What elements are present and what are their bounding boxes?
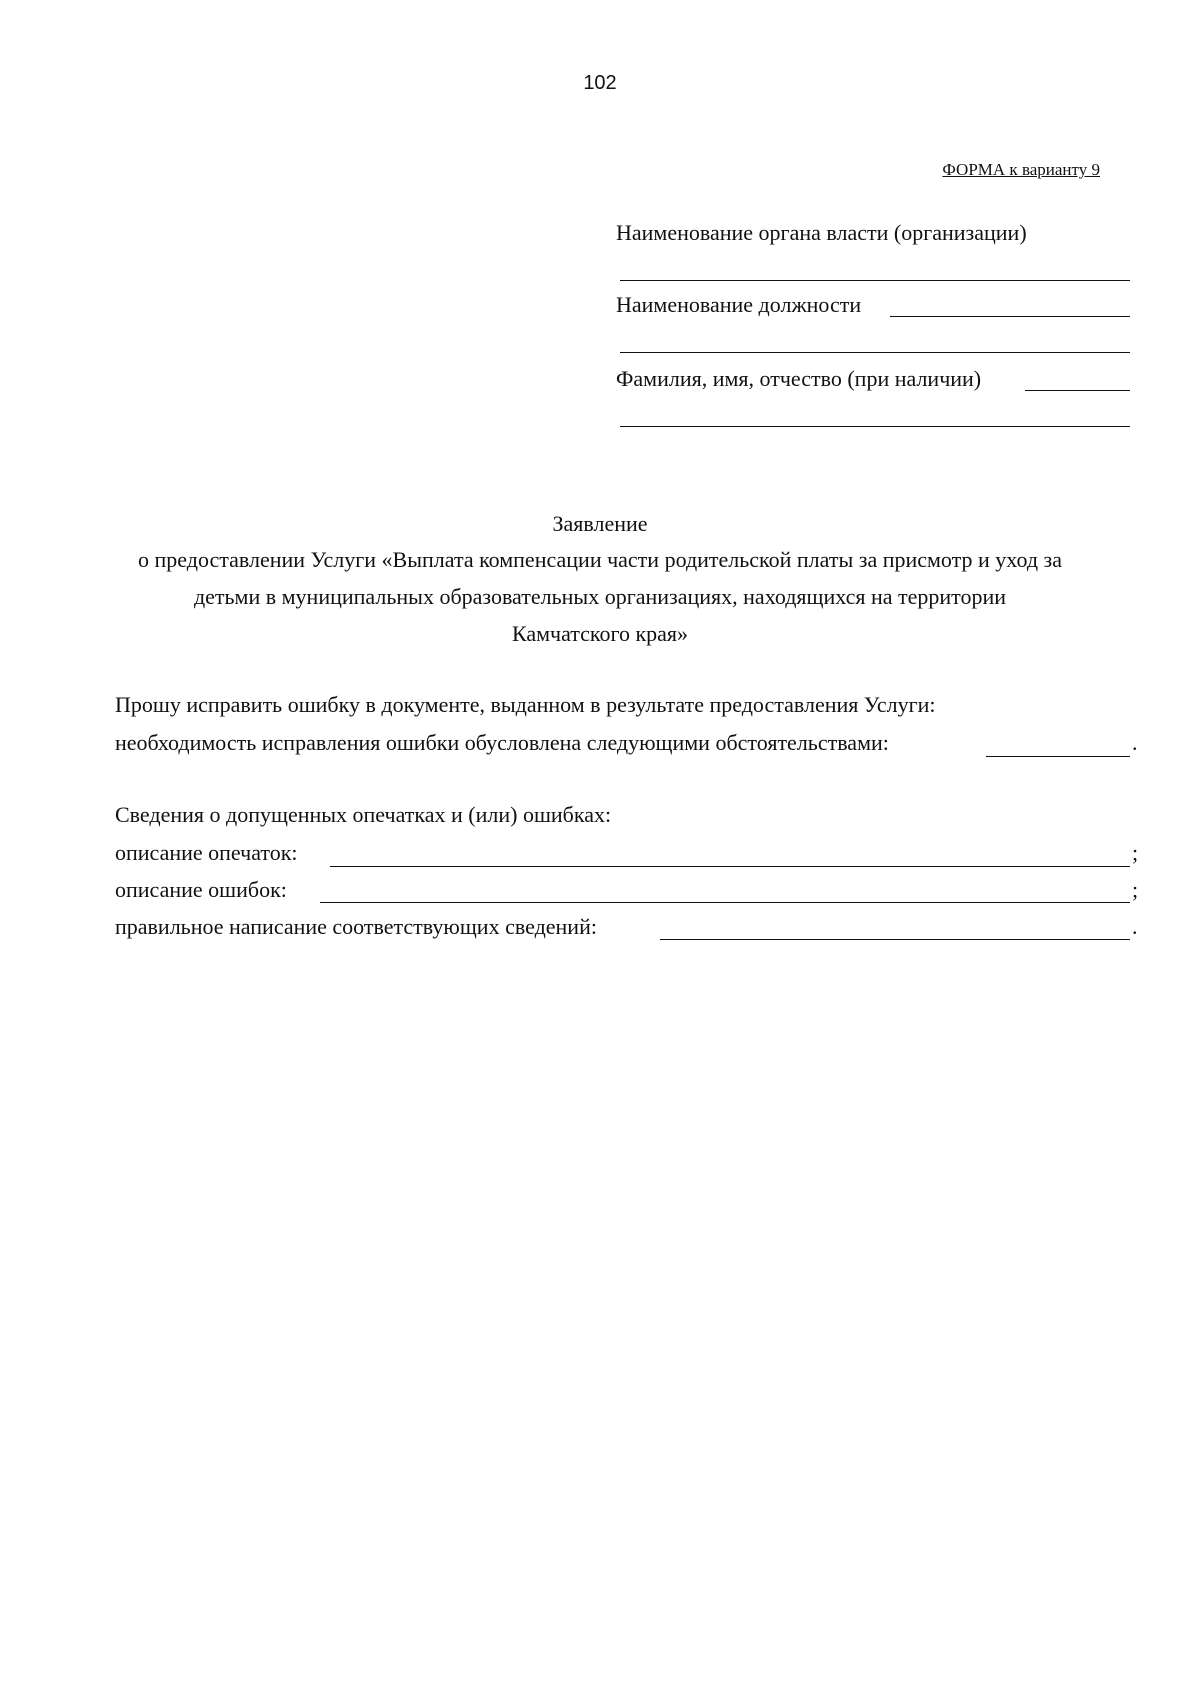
request-text-line-2: необходимость исправления ошибки обусловлена следующими обстоятельствами: [115,730,889,755]
errors-end-punct: ; [1132,877,1139,902]
document-subtitle-line-1: о предоставлении Услуги «Выплата компенсации части родительской платы за присмотр и уход за [138,547,1062,572]
request-text-line-1: Прошу исправить ошибку в документе, выданном в результате предоставления Услуги: [115,692,936,717]
circumstances-end-punct: . [1132,730,1138,755]
name-field-line-2[interactable] [620,426,1130,427]
correct-field-line[interactable] [660,939,1130,940]
position-field-line[interactable] [890,316,1130,317]
name-field-line[interactable] [1025,390,1130,391]
document-subtitle-line-3: Камчатского края» [511,621,689,646]
details-heading: Сведения о допущенных опечатках и (или) ошибках: [115,802,612,827]
form-label: ФОРМА к варианту 9 [942,160,1100,179]
document-subtitle-line-2: детьми в муниципальных образовательных организациях, находящихся на территории [193,584,1007,609]
authority-label: Наименование органа власти (организации) [616,220,1027,245]
circumstances-field-line[interactable] [986,756,1130,757]
typos-end-punct: ; [1132,840,1139,865]
document-title: Заявление [552,511,648,536]
name-label: Фамилия, имя, отчество (при наличии) [616,366,982,391]
position-field-line-2[interactable] [620,352,1130,353]
authority-field-line[interactable] [620,280,1130,281]
typos-label: описание опечаток: [115,840,298,865]
errors-field-line[interactable] [320,902,1130,903]
typos-field-line[interactable] [330,866,1130,867]
correct-end-punct: . [1132,914,1138,939]
page-number: 102 [583,72,617,94]
position-label: Наименование должности [616,292,862,317]
correct-label: правильное написание соответствующих сведений: [115,914,597,939]
errors-label: описание ошибок: [115,877,287,902]
